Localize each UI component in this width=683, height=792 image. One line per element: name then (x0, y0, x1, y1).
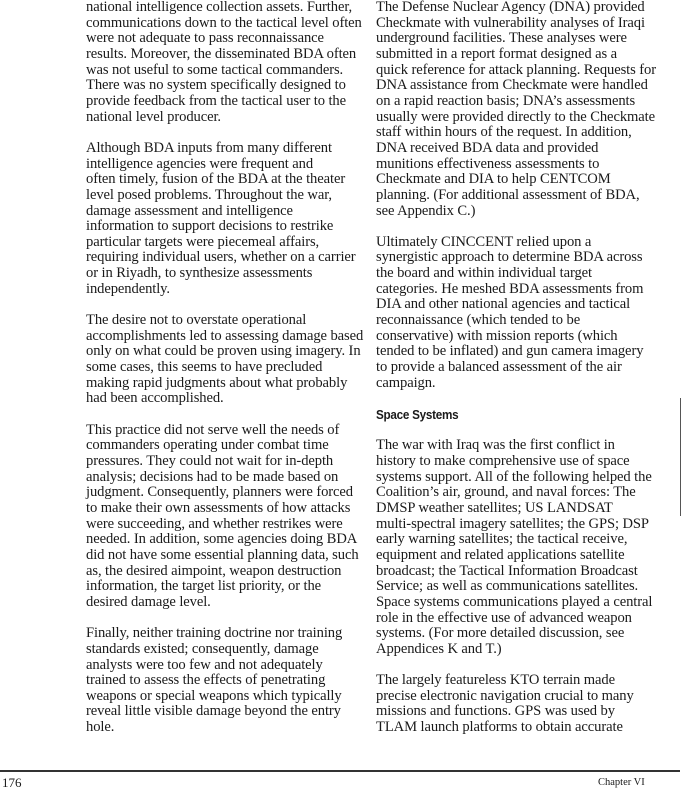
text-line: to provide a balanced assessment of the air (376, 359, 622, 376)
text-line: hole. (86, 719, 115, 736)
text-line: Checkmate with vulnerability analyses of Iraqi (376, 14, 645, 31)
text-line: DNA received BDA data and provided (376, 139, 599, 156)
text-line: The war with Iraq was the first conflict in (376, 437, 615, 454)
text-line: conservative) with mission reports (which (376, 327, 618, 344)
page-number: 176 (2, 775, 22, 790)
text-line: tended to be inflated) and gun camera imagery (376, 343, 644, 360)
text-line: role in the effective use of advanced weapon (376, 609, 632, 626)
text-line: DIA and other national agencies and tactical (376, 296, 631, 313)
text-line: Space systems communications played a central (376, 593, 653, 610)
text-line: equipment and related applications satellite (376, 546, 625, 563)
paragraph-right-1 (376, 0, 656, 219)
text-line: analysis; decisions had to be made based on (86, 468, 339, 485)
text-line: communications down to the tactical level often (86, 14, 362, 31)
text-line: were not adequate to pass reconnaissance (86, 30, 324, 47)
text-line: had been accomplished. (86, 390, 224, 407)
text-line: as, the desired aimpoint, weapon destruction (86, 562, 342, 579)
paragraph-left-3 (86, 312, 364, 407)
text-line: to make their own assessments of how attacks (86, 499, 351, 516)
text-line: standards existed; consequently, damage (86, 640, 319, 657)
text-line: information, the target list priority, or the (86, 578, 322, 595)
text-line: early warning satellites; the tactical receive, (376, 531, 628, 548)
text-line: weapons or special weapons which typically (86, 687, 342, 704)
text-line: only on what could be proven using imagery. In (86, 343, 361, 360)
text-line: Appendices K and T.) (376, 640, 502, 657)
text-line: broadcast; the Tactical Information Broadcast (376, 562, 638, 579)
paragraph-right-3 (376, 437, 653, 657)
text-line: was not useful to some tactical commanders. (86, 61, 344, 78)
text-line: This practice did not serve well the needs of (86, 421, 340, 438)
text-line: accomplishments led to assessing damage based (86, 327, 364, 344)
text-line: or in Riyadh, to synthesize assessments (86, 265, 313, 282)
text-line: munitions effectiveness assessments to (376, 155, 600, 172)
text-line: particular targets were piecemeal affairs, (86, 233, 320, 250)
text-line: commanders operating under combat time (86, 437, 329, 454)
text-line: reveal little visible damage beyond the entry (86, 703, 341, 720)
text-line: intelligence agencies were frequent and (86, 155, 314, 172)
text-line: provide feedback from the tactical user to the (86, 92, 346, 109)
text-line: some cases, this seems to have precluded (86, 359, 323, 376)
text-line: missions and functions. GPS was used by (376, 703, 615, 720)
text-line: Coalition’s air, ground, and naval forces: The (376, 484, 636, 501)
text-line: making rapid judgments about what probably (86, 374, 348, 391)
right-column (376, 0, 656, 751)
text-line: systems. (For more detailed discussion, see (376, 625, 625, 642)
text-line: TLAM launch platforms to obtain accurate (376, 719, 623, 736)
text-line: planning. (For additional assessment of BDA, (376, 186, 640, 203)
text-line: requiring individual users, whether on a carrier (86, 249, 356, 266)
chapter-label: Chapter VI (598, 777, 645, 788)
text-line: desired damage level. (86, 593, 211, 610)
text-line: multi-spectral imagery satellites; the GPS; DSP (376, 515, 649, 532)
text-line: history to make comprehensive use of space (376, 452, 630, 469)
paragraph-right-2 (376, 235, 644, 392)
text-line: systems support. All of the following helped the (376, 468, 652, 485)
text-line: underground facilities. These analyses were (376, 30, 627, 47)
text-line: Checkmate and DIA to help CENTCOM (376, 171, 611, 188)
text-line: There was no system specifically designed to (86, 77, 346, 94)
text-line: Service; as well as communications satellites. (376, 578, 639, 595)
text-line: Ultimately CINCCENT relied upon a (376, 233, 592, 250)
text-line: on a rapid reaction basis; DNA’s assessments (376, 92, 636, 109)
text-line: information to support decisions to restrike (86, 218, 334, 235)
text-line: results. Moreover, the disseminated BDA often (86, 45, 357, 62)
text-line: national level producer. (86, 108, 221, 125)
text-line: needed. In addition, some agencies doing BDA (86, 531, 358, 548)
text-line: often timely, fusion of the BDA at the theater (86, 171, 346, 188)
text-line: DNA assistance from Checkmate were handled (376, 77, 648, 94)
text-line: The Defense Nuclear Agency (DNA) provided (376, 0, 645, 15)
margin-change-bar (680, 398, 681, 516)
paragraph-left-4 (86, 421, 359, 611)
text-line: DMSP weather satellites; US LANDSAT (376, 499, 613, 516)
left-column (86, 0, 364, 751)
text-line: did not have some essential planning data, such (86, 546, 359, 563)
text-line: categories. He meshed BDA assessments from (376, 280, 644, 297)
text-line: The desire not to overstate operational (86, 312, 307, 329)
text-line: were succeeding, and whether restrikes were (86, 515, 343, 532)
text-line: national intelligence collection assets. Further, (86, 0, 353, 15)
text-line: campaign. (376, 374, 436, 391)
section-heading-space-systems: Space Systems (376, 407, 459, 423)
text-line: level posed problems. Throughout the war, (86, 186, 332, 203)
text-line: quick reference for attack planning. Requests for (376, 61, 656, 78)
text-line: damage assessment and intelligence (86, 202, 293, 219)
text-line: the board and within individual target (376, 265, 593, 282)
text-line: precise electronic navigation crucial to many (376, 687, 634, 704)
text-line: submitted in a report format designed as a (376, 45, 617, 62)
paragraph-left-5 (86, 626, 350, 736)
paragraph-left-2 (86, 139, 356, 298)
text-line: Although BDA inputs from many different (86, 139, 332, 156)
text-line: judgment. Consequently, planners were forced (86, 484, 353, 501)
paragraph-right-4 (376, 673, 644, 736)
text-line: The largely featureless KTO terrain made (376, 672, 615, 689)
text-line: trained to assess the effects of penetrating (86, 672, 326, 689)
text-line: pressures. They could not wait for in-depth (86, 452, 334, 469)
text-line: Finally, neither training doctrine nor training (86, 625, 343, 642)
paragraph-left-1 (86, 0, 362, 125)
text-line: reconnaissance (which tended to be (376, 312, 581, 329)
text-line: staff within hours of the request. In addition, (376, 124, 632, 141)
text-line: independently. (86, 280, 170, 297)
footer-rule (0, 770, 680, 772)
text-line: synergistic approach to determine BDA across (376, 249, 643, 266)
text-line: analysts were too few and not adequately (86, 656, 323, 673)
text-line: usually were provided directly to the Checkmate (376, 108, 655, 125)
text-line: see Appendix C.) (376, 202, 476, 219)
